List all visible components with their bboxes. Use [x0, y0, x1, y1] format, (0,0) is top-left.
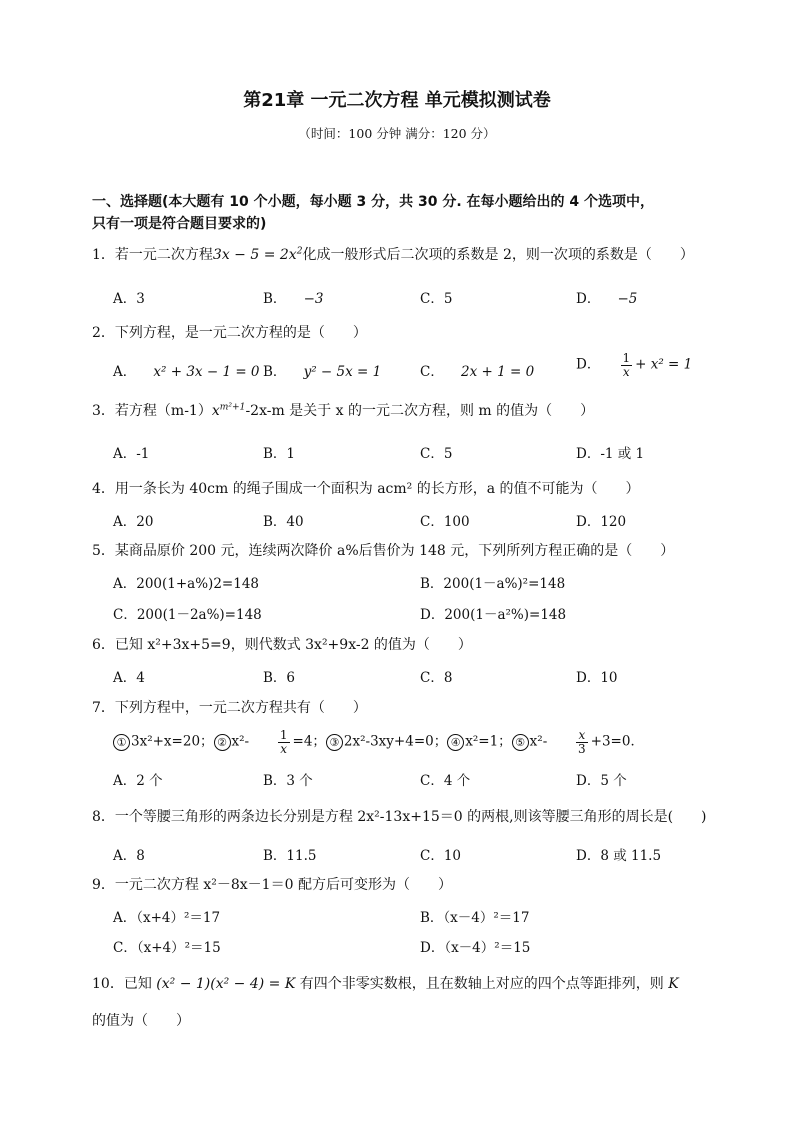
question-number: 4． — [92, 481, 115, 497]
fraction: $\frac{x}{3}$ — [578, 728, 586, 756]
question-2 — [92, 322, 367, 342]
option-c[interactable]: C．5 — [420, 291, 453, 307]
option-c[interactable]: C． 2x + 1 = 0 — [420, 364, 535, 380]
option-b[interactable]: B．3 个 — [263, 773, 313, 789]
question-number: 7． — [92, 700, 115, 716]
option-b[interactable]: B．200(1－a%)²=148 — [420, 576, 566, 592]
option-b[interactable]: B．40 — [263, 514, 304, 530]
question-number: 10． — [92, 976, 124, 992]
question-text: 下列方程，是一元二次方程的是（ ） — [114, 325, 367, 341]
question-text: 若方程（m-1） — [114, 403, 212, 419]
question-text: 化成一般形式后二次项的系数是 2，则一次项的系数是（ ） — [302, 247, 694, 263]
question-7 — [92, 697, 367, 717]
option-a[interactable]: A．200(1+a%)2=148 — [113, 576, 259, 592]
question-3: 3．若方程$(m-1)x^{m^2+1}-2x-m$ 是关于 x 的一元二次方程，则 m 的值为（ ） — [92, 402, 595, 419]
option-c[interactable]: C．10 — [420, 848, 462, 864]
option-d[interactable]: D．5 个 — [576, 773, 627, 789]
math-expression: (x² − 1)(x² − 4) = K — [156, 976, 296, 992]
option-a[interactable]: A．3 — [113, 291, 145, 307]
question-4 — [92, 478, 640, 498]
question-9 — [92, 874, 452, 894]
question-number: 8． — [92, 809, 115, 825]
question-10-cont: 的值为（ ） — [92, 1013, 190, 1029]
question-6 — [92, 634, 472, 654]
question-text: 若一元二次方程 — [114, 247, 213, 263]
option-c[interactable]: C．8 — [420, 670, 453, 686]
question-text: 有四个非零实数根，且在数轴上对应的四个点等距排列，则 — [295, 976, 664, 992]
option-a[interactable]: A．-1 — [113, 446, 150, 462]
option-c[interactable]: C．5 — [420, 446, 453, 462]
question-5 — [92, 540, 674, 560]
section-heading-cont: 只有一项是符合题目要求的) — [92, 216, 267, 232]
option-b[interactable]: B．1 — [263, 446, 296, 462]
option-c[interactable]: C．100 — [420, 514, 470, 530]
fraction: $\frac{1}{x}$ — [279, 728, 288, 756]
option-a[interactable]: A．2 个 — [113, 773, 163, 789]
question-text: 已知 — [123, 976, 157, 992]
question-text: 下列方程中，一元二次方程共有（ ） — [114, 700, 367, 716]
math-expression: $3x - 5 = 2x^2$ — [212, 246, 303, 263]
question-text: 一元二次方程 x²－8x－1＝0 配方后可变形为（ ） — [114, 877, 452, 893]
option-d[interactable]: D．8 或 11.5 — [576, 848, 662, 864]
fraction: $\frac{1}{x}$ — [622, 351, 631, 379]
option-d[interactable]: D．200(1－a²%)=148 — [420, 607, 567, 623]
option-a[interactable]: A．20 — [113, 514, 154, 530]
question-text: 一个等腰三角形的两条边长分别是方程 2x²-13x+15＝0 的两根,则该等腰三角形的周长是( ) — [114, 809, 707, 825]
question-text: -2x-m 是关于 x 的一元二次方程，则 m 的值为（ ） — [245, 403, 595, 419]
question-number: 3． — [92, 403, 115, 419]
option-d[interactable]: D． −5 — [576, 291, 638, 307]
option-a[interactable]: A． x² + 3x − 1 = 0 — [113, 364, 260, 380]
option-b[interactable]: B． −3 — [263, 291, 324, 307]
option-c[interactable]: C．（x+4）²＝15 — [113, 940, 221, 956]
option-b[interactable]: B．11.5 — [263, 848, 317, 864]
equation-list: ① 3x²+x=20； ② x²- $\frac{1}{x}$ =4； ③ 2x²-3xy+4=0； ④ x²=1； ⑤ x²- $\frac{x}{3}$ +3=0． — [113, 729, 644, 755]
option-a[interactable]: A．4 — [113, 670, 145, 686]
option-d[interactable]: D．10 — [576, 670, 618, 686]
question-text: 用一条长为 40cm 的绳子围成一个面积为 acm² 的长方形，a 的值不可能为（ ） — [114, 481, 640, 497]
option-b[interactable]: B．6 — [263, 670, 296, 686]
option-a[interactable]: A．8 — [113, 848, 145, 864]
page-subtitle: （时间：100 分钟 满分：120 分） — [298, 126, 496, 141]
option-a[interactable]: A．（x+4）²＝17 — [113, 910, 221, 926]
question-1 — [92, 244, 694, 264]
option-d[interactable]: D．120 — [576, 514, 627, 530]
option-c[interactable]: C．4 个 — [420, 773, 471, 789]
option-d[interactable]: D． $\frac{1}{x}$ + x² = 1 — [576, 351, 693, 379]
question-number: 2． — [92, 325, 115, 341]
question-number: 9． — [92, 877, 115, 893]
section-heading: 一、选择题(本大题有 10 个小题，每小题 3 分，共 30 分. 在每小题给出的 4 个选项中， — [92, 194, 655, 210]
question-number: 6． — [92, 637, 115, 653]
question-number: 1． — [92, 247, 115, 263]
page-title: 第21章 一元二次方程 单元模拟测试卷 — [243, 90, 551, 111]
option-d[interactable]: D．-1 或 1 — [576, 446, 645, 462]
question-text: 已知 x²+3x+5=9，则代数式 3x²+9x-2 的值为（ ） — [114, 637, 472, 653]
question-text: 某商品原价 200 元，连续两次降价 a%后售价为 148 元，下列所列方程正确的是（ ） — [114, 543, 675, 559]
option-b[interactable]: B．（x－4）²＝17 — [420, 910, 530, 926]
question-number: 5． — [92, 543, 115, 559]
option-b[interactable]: B． y² − 5x = 1 — [263, 364, 382, 380]
question-10: 10．已知 (x² − 1)(x² − 4) = K 有四个非零实数根，且在数轴上对应的四个点等距排列，则 K — [92, 976, 679, 992]
option-c[interactable]: C．200(1－2a%)=148 — [113, 607, 262, 623]
question-8 — [92, 806, 707, 826]
option-d[interactable]: D．（x－4）²＝15 — [420, 940, 531, 956]
